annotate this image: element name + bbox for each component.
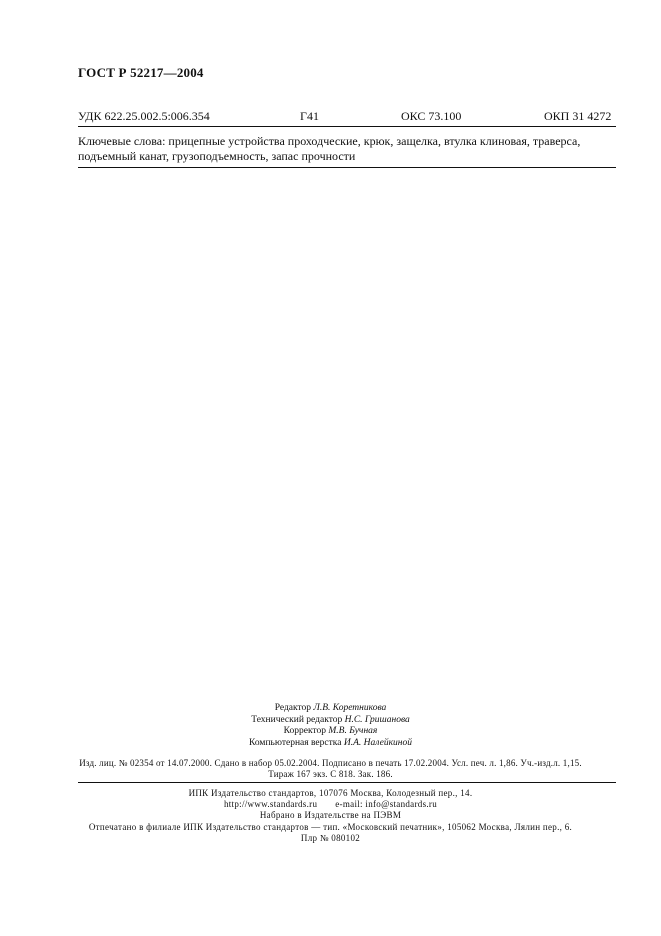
credit-name: И.А. Налейкиной xyxy=(343,737,412,748)
credit-role: Технический редактор xyxy=(251,714,343,725)
credit-role: Редактор xyxy=(274,703,312,713)
publisher-email-link[interactable]: e-mail: info@standards.ru xyxy=(335,799,438,809)
okp-code: ОКП 31 4272 xyxy=(544,109,612,123)
publisher-website-link[interactable]: http://www.standards.ru xyxy=(223,799,318,809)
credit-role: Корректор xyxy=(283,726,326,736)
credit-name: М.В. Бучная xyxy=(328,726,378,736)
publisher-address: ИПК Издательство стандартов, 107076 Москва, Колодезный пер., 14. xyxy=(188,788,473,798)
standard-title: ГОСТ Р 52217—2004 xyxy=(78,65,204,80)
divider-publisher xyxy=(78,782,616,783)
oks-code: ОКС 73.100 xyxy=(401,109,462,123)
publisher-license: Плр № 080102 xyxy=(300,833,361,843)
publisher-typeset-note: Набрано в Издательстве на ПЭВМ xyxy=(259,810,402,820)
credit-name: Н.С. Гришанова xyxy=(344,714,410,725)
publisher-contacts xyxy=(0,799,661,811)
credit-proofreader xyxy=(0,726,661,738)
divider-top xyxy=(78,126,616,127)
credit-editor xyxy=(0,703,661,715)
print-info-line-2: Тираж 167 экз. С 818. Зак. 186. xyxy=(268,769,393,779)
credit-name: Л.В. Коретникова xyxy=(313,703,387,713)
credit-tech-editor xyxy=(0,715,661,727)
print-info-line-1: Изд. лиц. № 02354 от 14.07.2000. Сдано в набор 05.02.2004. Подписано в печать 17.02.2004. Усл. печ. л. 1,86. Уч.-изд.л. 1,15. xyxy=(79,758,582,768)
divider-keywords xyxy=(78,167,616,168)
credit-layout xyxy=(0,738,661,750)
udk-code: УДК 622.25.002.5:006.354 xyxy=(78,109,210,123)
publisher-printing-note: Отпечатано в филиале ИПК Издательство стандартов — тип. «Московский печатник», 105062 Москва, Лялин пер., 6. xyxy=(88,822,573,832)
credits-block xyxy=(0,703,661,749)
credit-role: Компьютерная верстка xyxy=(249,737,342,748)
keywords-text: Ключевые слова: прицепные устройства проходческие, крюк, защелка, втулка клиновая, траверса, подъемный канат, грузоподъемность, запас прочности xyxy=(78,134,581,163)
group-code: Г41 xyxy=(300,109,319,123)
